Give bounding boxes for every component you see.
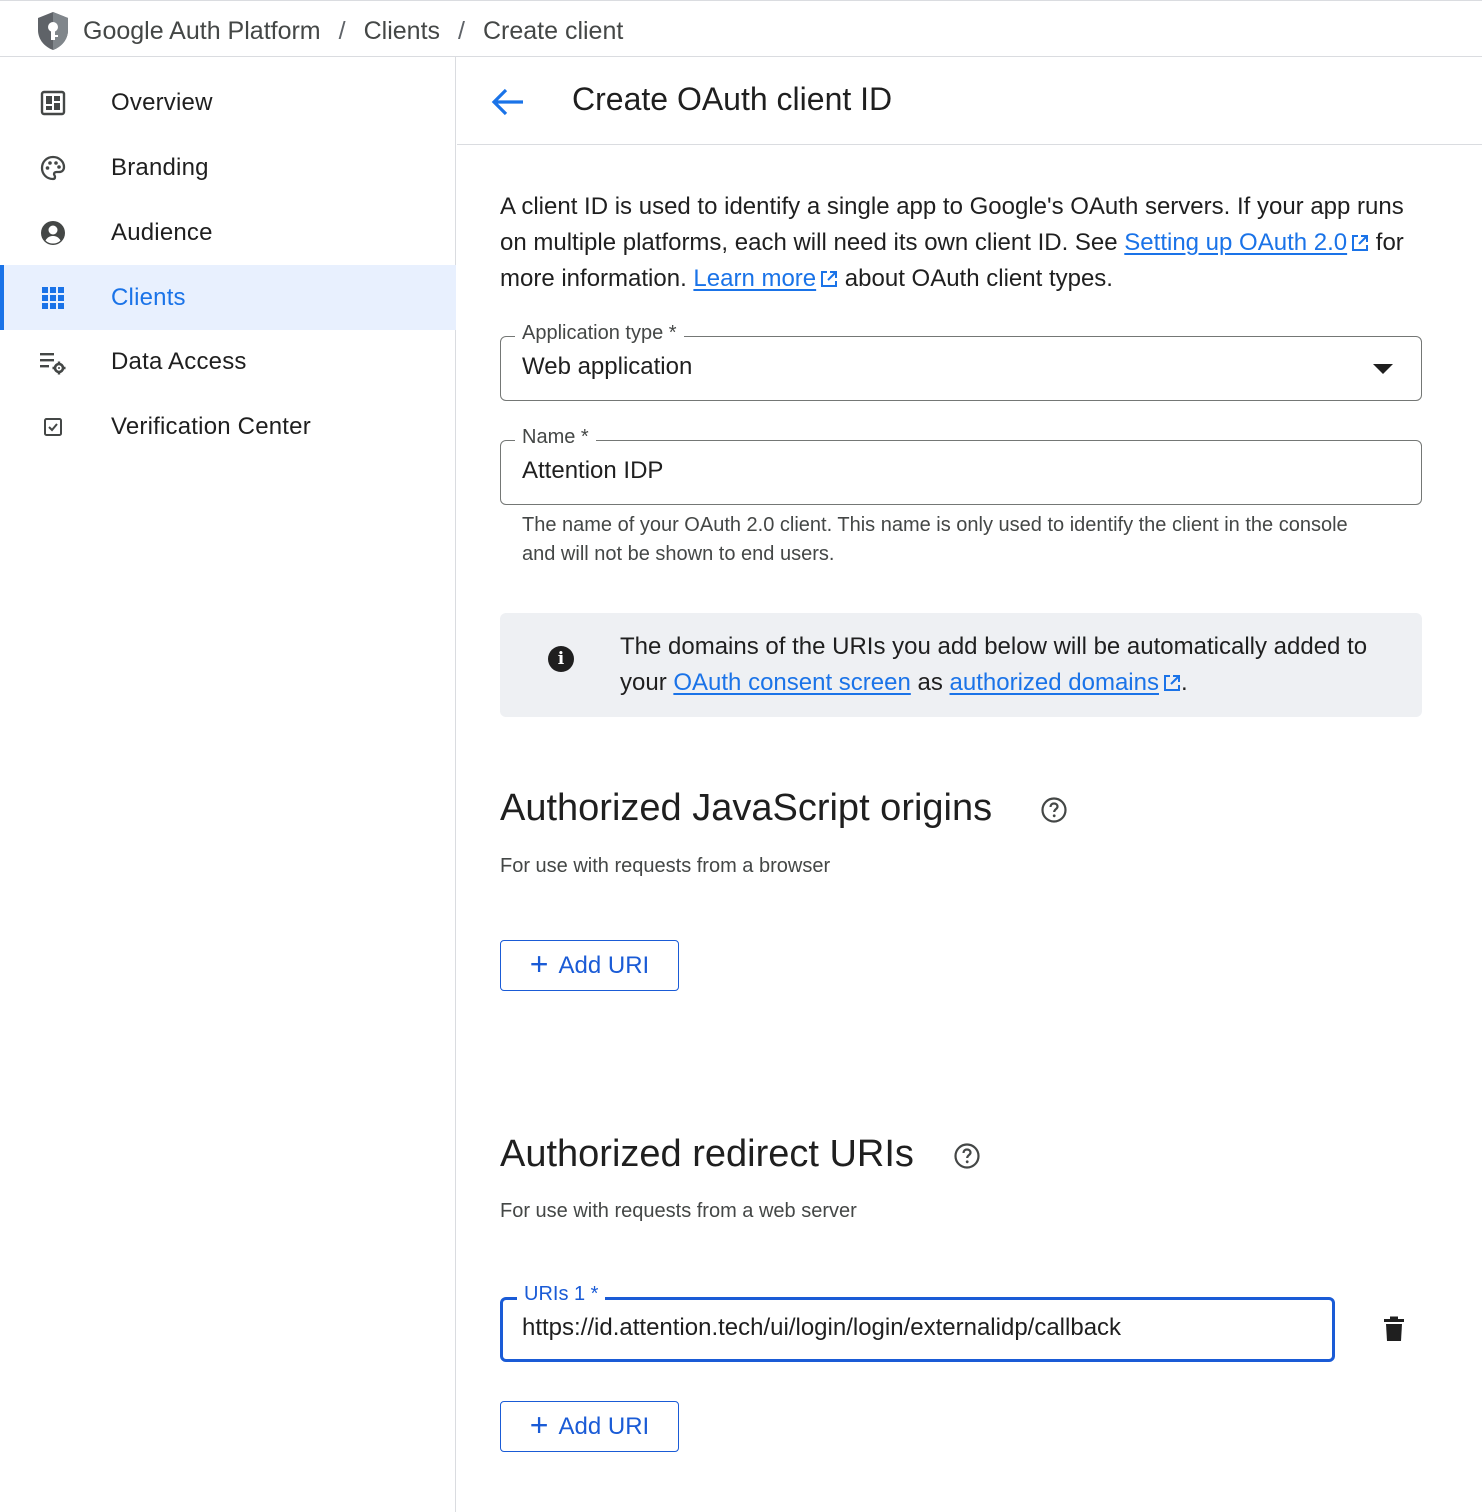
sidebar-item-label: Audience [111, 218, 213, 246]
sidebar-item-overview[interactable] [0, 70, 456, 135]
plus-icon: + [529, 946, 549, 982]
redirect-uris-title: Authorized redirect URIs [500, 1133, 914, 1175]
page-header [457, 57, 1482, 145]
breadcrumb-item-platform[interactable]: Google Auth Platform [83, 17, 321, 45]
back-button[interactable] [487, 81, 529, 123]
sidebar-item-label: Clients [111, 283, 186, 311]
oauth-consent-screen-link[interactable]: OAuth consent screen [673, 669, 911, 696]
redirect-uris-subtitle: For use with requests from a web server [500, 1200, 857, 1222]
auth-platform-shield-icon [36, 11, 70, 51]
apps-grid-icon [38, 283, 68, 313]
sidebar-item-clients[interactable] [0, 265, 456, 330]
info-banner-text [620, 629, 1400, 701]
arrow-back-icon [491, 87, 525, 117]
sidebar-item-verification-center[interactable] [0, 394, 456, 459]
top-bar [0, 0, 1482, 57]
sidebar-item-data-access[interactable] [0, 329, 456, 394]
name-field [500, 426, 1422, 505]
main-content [457, 57, 1482, 1512]
info-text-part: . [1180, 669, 1188, 696]
application-type-value: Web application [522, 353, 693, 380]
intro-text-part: about OAuth client types. [838, 265, 1113, 292]
breadcrumb-item-create-client: Create client [482, 17, 624, 45]
application-type-select[interactable] [500, 322, 1422, 401]
help-icon[interactable] [1040, 796, 1068, 824]
sidebar-item-branding[interactable] [0, 135, 456, 200]
redirect-uri-input[interactable] [522, 1314, 1312, 1342]
breadcrumb-item-clients[interactable]: Clients [363, 17, 441, 45]
js-origins-title: Authorized JavaScript origins [500, 787, 993, 829]
palette-icon [38, 153, 68, 183]
redirect-uri-field [500, 1283, 1335, 1362]
sidebar [0, 57, 456, 1512]
add-uri-label: Add URI [558, 951, 650, 979]
sidebar-item-label: Branding [111, 153, 209, 181]
sidebar-item-label: Verification Center [111, 412, 311, 440]
link-text: Setting up OAuth 2.0 [1124, 229, 1348, 256]
learn-more-link[interactable] [693, 265, 838, 292]
authorized-domains-link[interactable] [950, 669, 1181, 696]
page-title: Create OAuth client ID [572, 81, 893, 117]
help-icon[interactable] [953, 1142, 981, 1170]
open-in-new-icon [1163, 674, 1181, 692]
name-label: Name * [515, 426, 596, 449]
dropdown-arrow-icon [1373, 364, 1393, 374]
intro-text [500, 189, 1420, 297]
link-text: authorized domains [949, 669, 1159, 696]
info-text-part: The domains of the URIs you add below will be automatically added to your [620, 633, 1368, 696]
redirect-uri-label: URIs 1 * [517, 1283, 605, 1306]
trash-icon [1383, 1316, 1405, 1342]
plus-icon: + [529, 1407, 549, 1443]
info-banner [500, 613, 1422, 717]
add-uri-label: Add URI [558, 1412, 650, 1440]
account-circle-icon [38, 218, 68, 248]
checkbox-icon [38, 412, 68, 442]
add-redirect-uri-button[interactable] [500, 1401, 679, 1452]
setting-up-oauth-link[interactable] [1124, 229, 1369, 256]
dashboard-icon [38, 88, 68, 118]
open-in-new-icon [1351, 234, 1369, 252]
intro-text-part: A client ID is used to identify a single app to Google's OAuth servers. If your app runs on multiple platforms, each will need its own client ID. See [500, 193, 1404, 256]
info-icon: i [548, 646, 574, 672]
link-text: Learn more [693, 265, 817, 292]
breadcrumb [83, 17, 623, 46]
intro-text-part: for more information. [500, 229, 1404, 292]
data-settings-icon [38, 347, 68, 377]
breadcrumb-separator: / [458, 17, 465, 45]
breadcrumb-separator: / [338, 17, 346, 45]
open-in-new-icon [820, 270, 838, 288]
application-type-label: Application type * [515, 322, 684, 345]
sidebar-item-label: Data Access [111, 347, 247, 375]
sidebar-item-audience[interactable] [0, 200, 456, 265]
info-text-part: as [910, 669, 950, 696]
sidebar-item-label: Overview [111, 88, 213, 116]
delete-uri-button[interactable] [1379, 1314, 1409, 1344]
add-js-origin-button[interactable] [500, 940, 679, 991]
name-helper-text: The name of your OAuth 2.0 client. This name is only used to identify the client in the console and will not be shown to end users. [522, 514, 1348, 565]
js-origins-subtitle: For use with requests from a browser [500, 855, 831, 877]
name-input[interactable] [522, 457, 1382, 485]
